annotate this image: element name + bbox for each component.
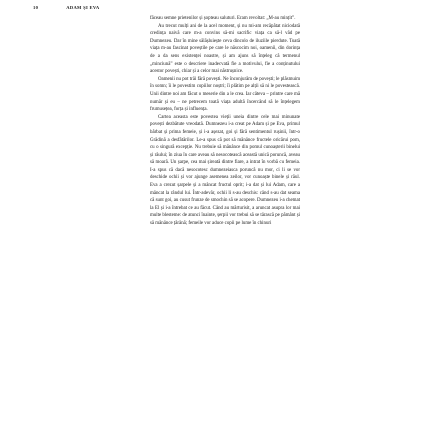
- body-text: [150, 15, 300, 228]
- running-title: ADAM ȘI EVA: [66, 5, 100, 10]
- page-number: 10: [33, 5, 39, 10]
- paragraph: Au trecut mulți ani de la acel moment, și nu mi-am recăpătat niciodată credința naivă care m-a convins să-mi sacrific viața ca să-l văd pe Dumnezeu. Dar în mine sălășluiește ceva dincolo de iluziile pierdute. Toată viața m-au fascinat poveștile pe care le născocim noi, oamenii, din dorința de a da sens existenței noastre, și am ajuns să înțeleg că termenul „minciună” este o descriere inadecvată fie a motivului, fie a conținutului acestor povești, chiar și a celor mai năstrușnice.: [150, 23, 300, 75]
- paragraph: făceau semne prietenilor și șopteau saluturi. Eram revoltat: „M-au mințit”.: [150, 16, 296, 21]
- paragraph: Oamenii nu pot trăi fără povești. Ne înconjurăm de povești; le plăsmuim în somn; îi le povestim copiilor noștri; îi plătim pe alții să ni le povestească. Unii dintre noi am făcut o meserie din a le crea. Iar câteva – printre care mă număr și eu – ne petrecem toată viața adultă încercând să le înțelegem frumusețea, forța și influența.: [150, 76, 300, 113]
- running-header: [33, 5, 233, 10]
- paragraph: Cartea aceasta este povestea vieții uneia dintre cele mai minunate povești dezbătute vreodată. Dumnezeu i-a creat pe Adam și pe Eva, primul bărbat și prima femeie, și i-a așezat, goi și fără sentimentul rușinii, într-o Grădină a desfătărilor. Le-a spus că pot să mănânce fructele oricărui pom, cu o singură excepție. Nu trebuie să mănânce din pomul cunoașterii binelui și răului; în ziua în care aveau să nesocotească această unică poruncă, aveau să moară. Un șarpe, cea mai șireată dintre fiare, a intrat în vorbă cu femeia. I-a spus că dacă nesocotesc dumnezeiasca poruncă nu mor, ci li se vor deschide ochii și vor ajunge asemenea zeilor, vor cunoaște binele și răul. Eva a crezut șarpele și a mâncat fructul oprit; i-a dat și lui Adam, care a mâncat la rândul lui. Într-adevăr, ochii li s-au deschis: când s-au dat seama că sunt goi, au cusut frunze de smochin să se acopere. Dumnezeu i-a chemat la El și i-a întrebat ce au făcut. Când au mărturisit, a aruncat asupra lor mai multe blesteme: de atunci înainte, șerpii vor trebui să se târască pe pământ și să mănânce țărână; femeile vor aduce copii pe lume în chinuri: [150, 114, 300, 227]
